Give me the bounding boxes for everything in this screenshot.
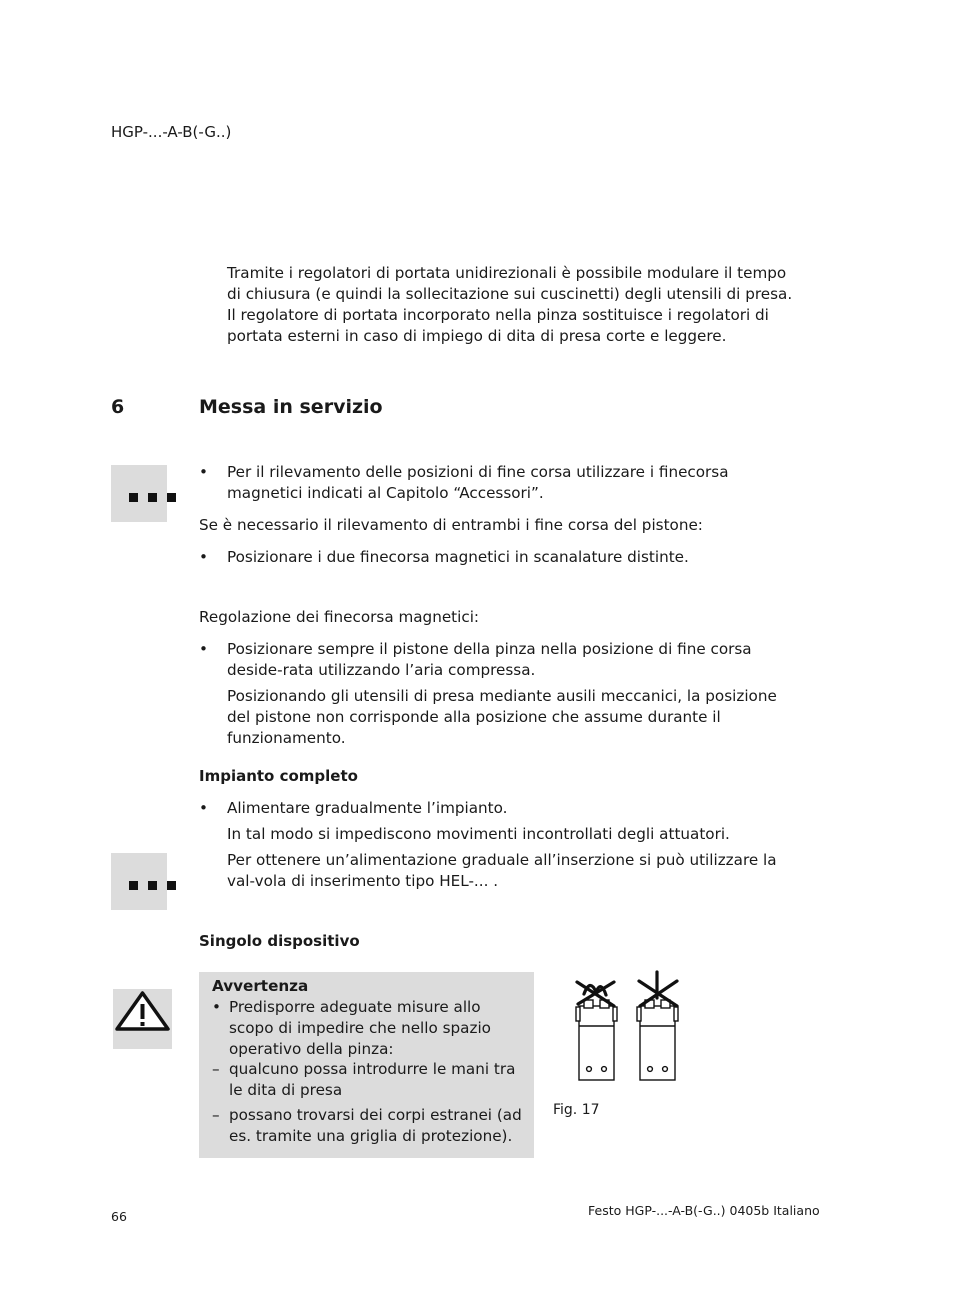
intro-paragraph: Tramite i regolatori di portata unidirezionali è possibile modulare il tempo di chiusura (e quindi la sollecitazione sui cuscinetti) degli utensili di presa. Il regolatore di portata incorporato nella pinza sostituisce i regolatori di portata esterni in caso di impiego di dita di presa corte e leggere. [227, 264, 793, 345]
body-text: Se è necessario il rilevamento di entrambi i fine corsa del pistone: [199, 516, 703, 534]
body-text: In tal modo si impediscono movimenti incontrollati degli attuatori. [227, 825, 730, 843]
section-title: Messa in servizio [199, 396, 383, 418]
page-number: 66 [111, 1209, 127, 1224]
warning-triangle-icon [113, 989, 172, 1049]
bullet-text: Posizionare i due finecorsa magnetici in scanalature distinte. [227, 548, 689, 566]
note-icon [111, 465, 167, 522]
figure-caption: Fig. 17 [553, 1102, 600, 1118]
warning-item: – qualcuno possa introdurre le mani tra le dita di presa [212, 1060, 516, 1099]
warning-box [199, 972, 534, 1158]
warning-item: – possano trovarsi dei corpi estranei (ad es. tramite una griglia di protezione). [212, 1106, 522, 1145]
footer-doc-info: Festo HGP-...-A-B(-G..) 0405b Italiano [588, 1203, 820, 1218]
bullet-text: Per il rilevamento delle posizioni di fine corsa utilizzare i finecorsa magnetici indicati al Capitolo “Accessori”. [227, 463, 729, 502]
section-number: 6 [111, 396, 125, 418]
body-text: Regolazione dei finecorsa magnetici: [199, 608, 480, 626]
bullet-text: Alimentare gradualmente l’impianto. [227, 799, 508, 817]
gripper-figure [570, 968, 685, 1084]
body-text: Posizionando gli utensili di presa mediante ausili meccanici, la posizione del pistone non corrisponde alla posizione che assume durante il funzionamento. [227, 687, 777, 747]
subheading: Singolo dispositivo [199, 932, 360, 950]
bullet-text: Posizionare sempre il pistone della pinza nella posizione di fine corsa deside-rata utilizzando l’aria compressa. [227, 640, 752, 679]
running-header: HGP-...-A-B(-G..) [111, 123, 232, 141]
warning-title: Avvertenza [212, 977, 309, 995]
body-text: Per ottenere un’alimentazione graduale all’inserzione si può utilizzare la val-vola di inserimento tipo HEL-... . [227, 851, 777, 890]
subheading: Impianto completo [199, 767, 358, 785]
warning-item: • Predisporre adeguate misure allo scopo di impedire che nello spazio operativo della pinza: [212, 998, 491, 1058]
note-icon [111, 853, 167, 910]
